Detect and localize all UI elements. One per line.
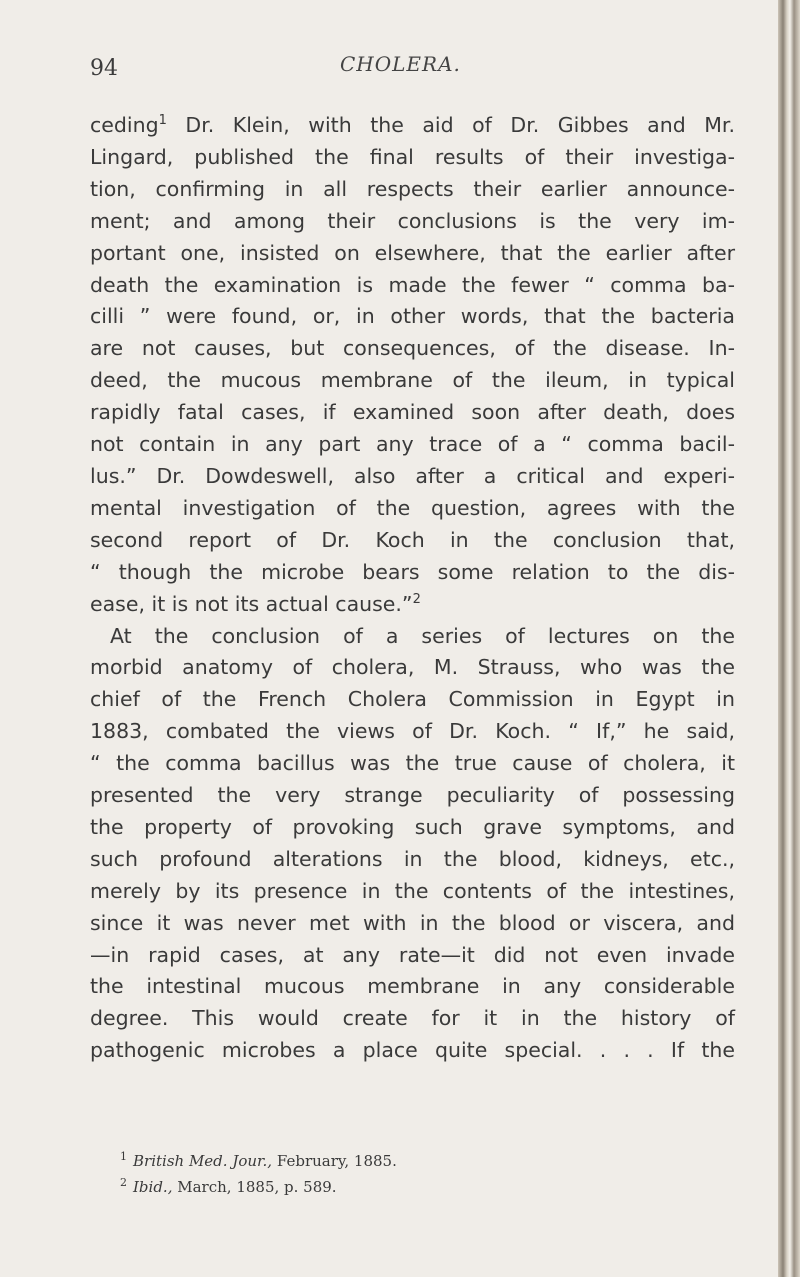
text-line: “ the comma bacillus was the true cause of cholera, it [90, 751, 735, 776]
text-line: At the conclusion of a series of lectures on the [110, 623, 735, 648]
footnote-source: British Med. Jour., [133, 1152, 273, 1170]
text-line: not contain in any part any trace of a “ comma bacil- [90, 432, 735, 457]
text-line: chief of the French Cholera Commission in Egypt in [90, 687, 735, 712]
text-line: merely by its presence in the contents of the intestines, [90, 878, 735, 903]
text-line: ceding$^1$ Dr. Klein, with the aid of Dr. Gibbes and Mr. [90, 113, 735, 137]
footnotes [120, 1148, 740, 1200]
text-line: portant one, insisted on elsewhere, that the earlier after [90, 240, 735, 265]
page-header [90, 52, 730, 88]
body-text [90, 110, 735, 1067]
text-line: rapidly fatal cases, if examined soon after death, does [90, 400, 735, 425]
footnote-ref: 1 [158, 113, 167, 129]
text-line: ment; and among their conclusions is the very im- [90, 208, 735, 233]
text-line: mental investigation of the question, agrees with the [90, 495, 735, 520]
text-line: the property of provoking such grave symptoms, and [90, 814, 735, 839]
text-line: deed, the mucous membrane of the ileum, in typical [90, 368, 735, 393]
running-head: CHOLERA. [340, 52, 461, 76]
text-line: degree. This would create for it in the history of [90, 1006, 735, 1031]
page-edge [778, 0, 800, 1277]
text-line: 1883, combated the views of Dr. Koch. “ If,” he said, [90, 719, 735, 744]
page-number: 94 [90, 56, 118, 81]
text-line: cilli ” were found, or, in other words, that the bacteria [90, 304, 735, 329]
text-line: Lingard, published the final results of their investiga- [90, 144, 735, 169]
text-line: lus.” Dr. Dowdeswell, also after a critical and experi- [90, 463, 735, 488]
text-line: tion, confirming in all respects their earlier announce- [90, 176, 735, 201]
text-line: second report of Dr. Koch in the conclusion that, [90, 527, 735, 552]
text-line: such profound alterations in the blood, kidneys, etc., [90, 846, 735, 871]
text-line: morbid anatomy of cholera, M. Strauss, who was the [90, 655, 735, 680]
footnote-source: Ibid., [133, 1178, 173, 1196]
text-line: death the examination is made the fewer “ comma ba- [90, 272, 735, 297]
text-line: the intestinal mucous membrane in any considerable [90, 974, 735, 999]
text-line: ease, it is not its actual cause.”$^2$ [90, 591, 421, 616]
text-line: —in rapid cases, at any rate—it did not even invade [90, 942, 735, 967]
footnote-ref: 2 [412, 591, 421, 607]
text-line: pathogenic microbes a place quite special. . . . If the [90, 1038, 735, 1063]
footnote-mark: 1 [120, 1150, 127, 1163]
footnote-detail: March, 1885, p. 589. [177, 1178, 337, 1196]
text-line: are not causes, but consequences, of the disease. In- [90, 336, 735, 361]
footnote-detail: February, 1885. [276, 1152, 397, 1170]
text-line: since it was never met with in the blood or viscera, and [90, 910, 735, 935]
text-line: “ though the microbe bears some relation to the dis- [90, 559, 735, 584]
footnote [120, 1148, 740, 1174]
footnote-mark: 2 [120, 1176, 127, 1189]
footnote [120, 1174, 740, 1200]
text-line: presented the very strange peculiarity of possessing [90, 783, 735, 808]
